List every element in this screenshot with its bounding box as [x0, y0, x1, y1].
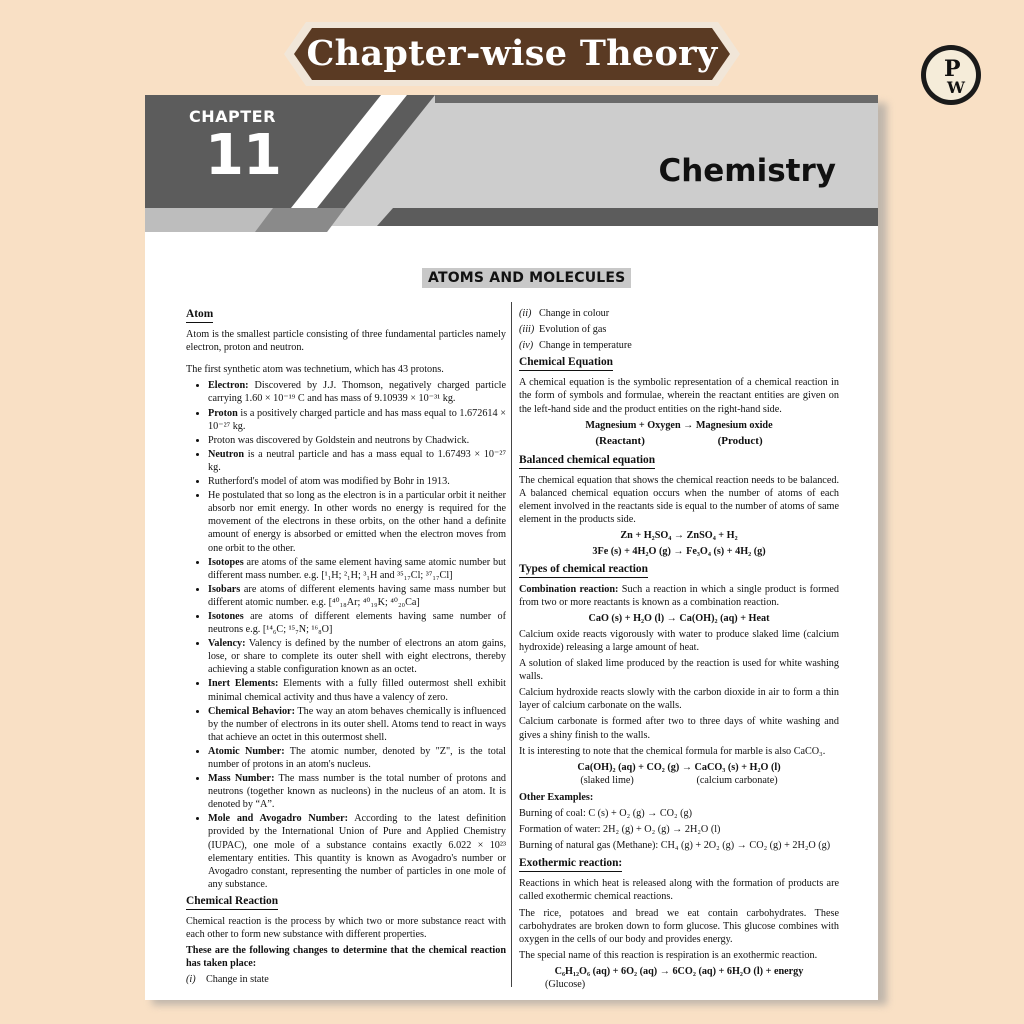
example-coal: Burning of coal: C (s) + O₂ (g) → CO₂ (g) — [519, 808, 692, 819]
list-item — [208, 434, 506, 447]
list-numeral: (ii) — [519, 308, 532, 319]
bullet-term: Inert Elements: — [208, 678, 279, 690]
bullet-text: are atoms of different elements having same number of neutrons e.g. [¹⁴₆C; ¹⁵₇N; ¹⁶₈O] — [208, 610, 506, 636]
changes-intro-text: These are the following changes to determine that the chemical reaction has taken place: — [186, 945, 506, 970]
list-numeral: (i) — [186, 974, 196, 986]
list-numeral: (iii) — [519, 324, 535, 336]
list-item — [208, 448, 506, 474]
svg-text:P: P — [944, 56, 961, 82]
reactant-product-labels — [519, 435, 839, 448]
balanced-equation-2: 3Fe (s) + 4H₂O (g) → Fe₃O₄ (s) + 4H₂ (g) — [592, 546, 766, 558]
slaked-lime-label: (slaked lime) — [580, 774, 634, 786]
heading-atom: Atom — [186, 308, 213, 323]
list-item — [208, 610, 506, 636]
banner-title: Chapter-wise Theory — [306, 33, 718, 74]
list-text: Change in colour — [539, 308, 610, 319]
list-item — [208, 637, 506, 676]
book-page — [145, 95, 878, 1000]
caco3-labels — [519, 774, 839, 787]
balanced-definition: The chemical equation that shows the chemical reaction needs to be balanced. A balanced chemical equation occurs when the number of atoms of each element involved in the reactants side is equal to the number of atoms of same element in the products side. — [519, 474, 839, 526]
bullet-term: Mole and Avogadro Number: — [208, 813, 349, 825]
right-column — [519, 307, 839, 994]
chapter-number: 11 — [205, 123, 281, 188]
list-item — [208, 583, 506, 609]
bullet-text: The way an atom behaves chemically is influenced by the number of electrons in its outer shell. Atoms tend to react in ways that achieve an octet in this outermost shell. — [208, 705, 506, 743]
heading-chemical-equation: Chemical Equation — [519, 356, 613, 371]
bullet-text: Rutherford's model of atom was modified by Bohr in 1913. — [208, 476, 450, 488]
exothermic-definition: Reactions in which heat is released along with the formation of products are called exothermic chemical reactions. — [519, 878, 839, 903]
equation-definition: A chemical equation is the symbolic representation of a chemical reaction in the form of symbols and formulae, wherein the reactant entities are given on the left-hand side and the product entities on the right-hand side. — [519, 377, 839, 415]
bullet-term: Isotopes — [208, 556, 244, 568]
bullet-term: Neutron — [208, 448, 245, 460]
bullet-term: Atomic Number: — [208, 745, 285, 757]
bullet-text: The mass number is the total number of protons and neutrons (together known as nucleons) in the nucleus of an atom. It is denoted by “A”. — [208, 773, 507, 811]
synthetic-atom-text: The first synthetic atom was technetium, which has 43 protons. — [186, 364, 444, 376]
bullet-text: are atoms of different elements having same mass number but different atomic number. e.g. [⁴⁰₁₈Ar; ⁴⁰₁₉K; ⁴⁰₂₀Ca] — [208, 583, 506, 608]
atom-bullet-list — [186, 379, 506, 891]
list-item — [208, 379, 506, 405]
paragraph-5: It is interesting to note that the chemical formula for marble is also CaCO₃. — [519, 745, 826, 757]
combination-term: Combination reaction: — [519, 583, 619, 595]
glucose-label: (Glucose) — [545, 979, 586, 991]
paragraph-2: A solution of slaked lime produced by the reaction is used for white washing walls. — [519, 658, 839, 683]
svg-text:W: W — [947, 78, 965, 97]
changes-intro — [186, 944, 506, 970]
list-item — [208, 475, 506, 488]
section-title: ATOMS AND MOLECULES — [422, 268, 631, 288]
word-equation: Magnesium + Oxygen → Magnesium oxide — [585, 419, 773, 431]
bullet-text: The atomic number, denoted by "Z", is the total number of protons in an atom's nucleus. — [208, 745, 506, 770]
list-item — [519, 323, 839, 336]
example-methane: Burning of natural gas (Methane): CH₄ (g) + 2O₂ (g) → CO₂ (g) + 2H₂O (g) — [519, 840, 831, 852]
bullet-term: Valency: — [208, 638, 246, 650]
list-item — [208, 489, 506, 554]
cao-equation: CaO (s) + H₂O (l) → Ca(OH)₂ (aq) + Heat — [588, 612, 770, 624]
list-text: Change in state — [206, 974, 269, 986]
list-item — [208, 705, 506, 744]
bullet-text: Valency is defined by the number of electrons an atom gains, lose, or share to complete its outer shell with eight electrons, thereby achieving a stable configuration known as an octet. — [208, 638, 506, 676]
paragraph-3: Calcium hydroxide reacts slowly with the carbon dioxide in air to form a thin layer of calcium carbonate on the walls. — [519, 687, 839, 712]
bullet-text: is a neutral particle and has a mass equal to 1.67493 × 10⁻²⁷ kg. — [208, 448, 506, 473]
calcium-carbonate-label: (calcium carbonate) — [696, 774, 778, 786]
heading-exothermic: Exothermic reaction: — [519, 857, 622, 872]
example-water: Formation of water: 2H₂ (g) + O₂ (g) → 2H₂O (l) — [519, 824, 721, 836]
bullet-text: Elements with a fully filled outermost shell exhibit minimal chemical activity and thus have a valency of zero. — [208, 678, 506, 703]
list-item — [186, 973, 506, 986]
heading-balanced-equation: Balanced chemical equation — [519, 454, 655, 469]
list-text: Evolution of gas — [539, 324, 607, 336]
other-examples-label: Other Examples: — [519, 791, 594, 803]
list-item — [519, 307, 839, 320]
bullet-text: is a positively charged particle and has mass equal to 1.672614 × 10⁻²⁷ kg. — [208, 407, 506, 432]
list-item — [208, 556, 506, 582]
combination-text: Such a reaction in which a single product is formed from two or more reactants is known as a combination reaction. — [519, 583, 839, 608]
atom-definition: Atom is the smallest particle consisting of three fundamental particles namely electron, proton and neutron. — [186, 329, 506, 354]
title-banner — [284, 22, 740, 86]
list-item — [208, 407, 506, 433]
bullet-term: Electron: — [208, 380, 249, 392]
list-text: Change in temperature — [539, 340, 632, 352]
bullet-term: Isotones — [208, 610, 244, 622]
balanced-equation-1: Zn + H₂SO₄ → ZnSO₄ + H₂ — [620, 530, 738, 542]
chapter-label: CHAPTER — [189, 107, 276, 126]
heading-types-of-reaction: Types of chemical reaction — [519, 563, 648, 578]
exothermic-paragraph-2: The rice, potatoes and bread we eat contain carbohydrates. These carbohydrates are broken down to form glucose. This glucose combines with oxygen in the cells of our body and provides energy. — [519, 907, 839, 945]
bullet-term: Chemical Behavior: — [208, 705, 295, 717]
list-numeral: (iv) — [519, 340, 534, 352]
bullet-term: Isobars — [208, 583, 241, 595]
bullet-text: He postulated that so long as the electron is in a particular orbit it neither absorb nor emit energy. In other words no energy is required for the movement of the electrons in these orbits, on the other hand a definite amount of energy is absorbed or emitted when the electron moves from one orbit to the other. — [208, 490, 506, 554]
combination-paragraph — [519, 583, 839, 609]
column-divider — [511, 302, 512, 987]
subject-title: Chemistry — [658, 153, 836, 189]
list-item — [208, 812, 506, 891]
bullet-text: Discovered by J.J. Thomson, negatively charged particle carrying 1.60 × 10⁻¹⁹ C and has mass of 9.10939 × 10⁻³¹ kg. — [208, 380, 506, 405]
list-item — [208, 745, 506, 771]
list-item — [519, 339, 839, 352]
paragraph-1: Calcium oxide reacts vigorously with water to produce slaked lime (calcium hydroxide) releasing a large amount of heat. — [519, 628, 839, 653]
exothermic-paragraph-3: The special name of this reaction is respiration is an exothermic reaction. — [519, 949, 818, 961]
bullet-term: Mass Number: — [208, 773, 275, 785]
paragraph-4: Calcium carbonate is formed after two to three days of white washing and gives a shiny finish to the walls. — [519, 716, 839, 741]
bullet-text: Proton was discovered by Goldstein and neutrons by Chadwick. — [208, 434, 470, 446]
left-column — [186, 307, 506, 990]
list-item — [208, 677, 506, 703]
caco3-equation: Ca(OH)₂ (aq) + CO₂ (g) → CaCO₃ (s) + H₂O (l) — [577, 761, 781, 773]
pw-logo-icon — [920, 44, 982, 106]
glucose-equation: C₆H₁₂O₆ (aq) + 6O₂ (aq) → 6CO₂ (aq) + 6H₂O (l) + energy — [554, 965, 804, 977]
list-item — [208, 772, 506, 811]
reactant-label: (Reactant) — [595, 434, 645, 447]
bullet-text: are atoms of the same element having same atomic number but different mass number. e.g. [¹₁H; ²₁H; ³₁H and ³⁵₁₇Cl; ³⁷₁₇Cl] — [208, 556, 506, 581]
other-examples-heading — [519, 791, 839, 804]
bullet-term: Proton — [208, 407, 238, 419]
product-label: (Product) — [717, 434, 763, 447]
reaction-definition: Chemical reaction is the process by which two or more substance react with each other to form new substance with different properties. — [186, 916, 506, 941]
bullet-text: According to the latest definition provided by the International Union of Pure and Applied Chemistry (IUPAC), one mole of a substance contains exactly 6.022 × 10²³ elementary entities. This quantity is known as Avogadro's number or Avogadro constant, representing the number of particles in one mole of any substance. — [208, 813, 507, 890]
heading-chemical-reaction: Chemical Reaction — [186, 895, 278, 910]
